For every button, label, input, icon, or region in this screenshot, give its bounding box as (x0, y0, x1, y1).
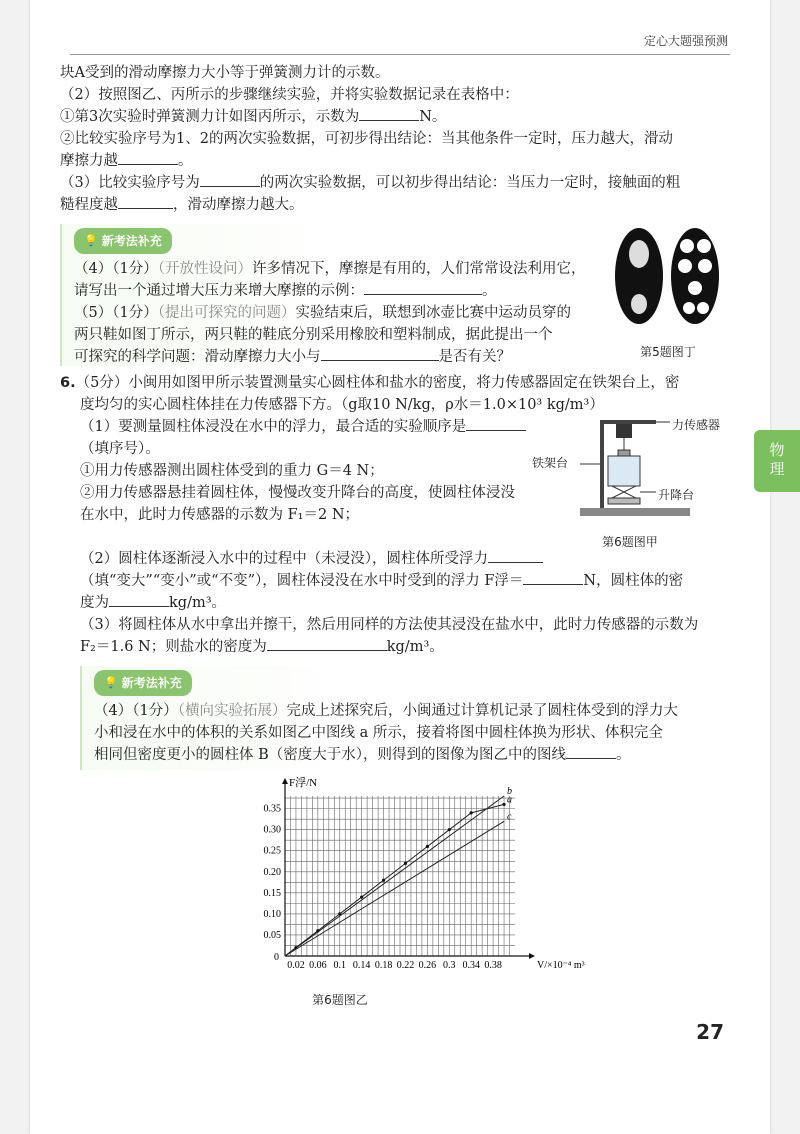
q6-part4-cont2: 相同但密度更小的圆柱体 B（密度大于水），则得到的图像为图乙中的图线 。 (94, 744, 727, 766)
origin-label: 0 (274, 952, 279, 963)
q5-part3-cont: 糙程度越 ，滑动摩擦力越大。 (60, 194, 735, 216)
new-method-badge: 💡 新考法补充 (74, 228, 172, 254)
graph-svg (225, 776, 585, 982)
q5-part5-cont: 两只鞋如图丁所示，两只鞋的鞋底分别采用橡胶和塑料制成，据此提出一个 (74, 327, 553, 343)
answer-blank[interactable] (118, 150, 178, 165)
x-tick-label: 0.02 (287, 960, 305, 971)
subject-tab[interactable]: 物理 (754, 430, 800, 492)
bulb-icon: 💡 (84, 234, 98, 247)
apparatus-figure (532, 412, 735, 553)
data-point (338, 912, 341, 915)
x-tick-label: 0.26 (418, 960, 437, 971)
q6-stem: 6.（5分）小闽用如图甲所示装置测量实心圆柱体和盐水的密度，将力传感器固定在铁架台上，密 (60, 375, 680, 391)
series-label: c (507, 811, 512, 823)
x-axis-arrow (529, 953, 535, 959)
x-tick-label: 0.18 (374, 960, 393, 971)
fig-caption: 第5题图丁 (640, 345, 696, 359)
q6-step1: ①用力传感器测出圆柱体受到的重力 G＝4 N； (80, 463, 384, 479)
y-axis-arrow (282, 778, 288, 784)
x-axis-label: V/×10⁻⁴ m³ (537, 960, 585, 971)
y-tick-label: 0.05 (263, 929, 281, 941)
data-point (360, 895, 363, 898)
buoyancy-graph (225, 776, 585, 1011)
content (60, 62, 735, 1011)
y-tick-label: 0.35 (263, 803, 281, 815)
y-tick-label: 0.10 (263, 908, 281, 920)
q5-part5: （5）（1分）（提出可探究的问题）实验结束后，联想到冰壶比赛中运动员穿的 (74, 305, 571, 321)
answer-blank[interactable] (566, 744, 616, 759)
data-point (470, 811, 473, 814)
q6-part2-cont: （填“变大”“变小”或“不变”），圆柱体浸没在水中时受到的浮力 F浮＝ N，圆柱体的密 (80, 570, 735, 592)
new-method-box-q5 (60, 224, 735, 366)
q5-line-1: 块A受到的滑动摩擦力大小等于弹簧测力计的示数。 (60, 65, 390, 81)
data-point (502, 803, 505, 806)
new-method-box-q6 (80, 666, 735, 770)
shoe-soles-figure (609, 224, 727, 363)
data-point (382, 879, 385, 882)
label-sensor: 力传感器 (672, 418, 721, 432)
q6-part1: （1）要测量圆柱体浸没在水中的浮力，最合适的实验顺序是 (80, 416, 735, 438)
answer-blank[interactable] (321, 346, 439, 361)
q6-part3-cont: F₂＝1.6 N；则盐水的密度为 kg/m³。 (80, 636, 735, 658)
answer-blank[interactable] (267, 636, 387, 651)
x-tick-label: 0.34 (462, 960, 480, 971)
series-label: a (507, 794, 513, 806)
q6-part1-block (60, 416, 735, 548)
q5-part4-cont: 请写出一个通过增大压力来增大摩擦的示例： 。 (74, 280, 727, 302)
x-tick-label: 0.1 (333, 960, 347, 971)
answer-blank[interactable] (109, 592, 169, 607)
fig-caption: 第6题图乙 (312, 993, 368, 1007)
q6-part2-cont2: 度为 kg/m³。 (80, 592, 735, 614)
x-tick-label: 0.22 (396, 960, 415, 971)
data-point (404, 862, 407, 865)
q6-part3: （3）将圆柱体从水中拿出并擦干，然后用同样的方法使其浸没在盐水中，此时力传感器的示数为 (80, 617, 699, 633)
shoe-soles-illustration (609, 224, 727, 334)
q6-part2-block (60, 548, 735, 658)
q5-part5-cont2: 可探究的科学问题：滑动摩擦力大小与 是否有关？ (74, 346, 727, 368)
q6-step2: ②用力传感器悬挂着圆柱体，慢慢改变升降台的高度，使圆柱体浸没 (80, 485, 515, 501)
header-rule (70, 54, 730, 55)
q5-part2-item2-cont: 摩擦力越 。 (60, 150, 735, 172)
document-page (30, 0, 786, 1134)
q6-stem-cont: 度均匀的实心圆柱体挂在力传感器下方。（g取10 N/kg，ρ水＝1.0×10³ kg/m³） (80, 397, 604, 413)
q5-part2-intro: （2）按照图乙、丙所示的步骤继续实验，并将实验数据记录在表格中： (60, 87, 519, 103)
q6-part4: （4）（1分）（横向实验拓展）完成上述探究后，小闽通过计算机记录了圆柱体受到的浮力大 (94, 703, 678, 719)
q6-step2-cont: 在水中，此时力传感器的示数为 F₁＝2 N； (80, 507, 360, 523)
y-axis-label: F浮/N (289, 777, 318, 789)
x-tick-label: 0.06 (309, 960, 327, 971)
answer-blank[interactable] (364, 280, 482, 295)
x-tick-label: 0.38 (484, 960, 502, 971)
series-label: b (507, 786, 513, 797)
q6-part1-cont: （填序号）。 (80, 441, 160, 457)
x-tick-label: 0.14 (352, 960, 371, 971)
data-point (316, 929, 319, 932)
x-tick-label: 0.3 (443, 960, 456, 971)
new-method-badge: 💡 新考法补充 (94, 670, 192, 696)
q6-part2: （2）圆柱体逐渐浸入水中的过程中（未浸没），圆柱体所受浮力 (80, 548, 735, 570)
answer-blank[interactable] (200, 172, 260, 187)
question-6 (60, 372, 735, 1011)
page-number: 27 (696, 1020, 724, 1044)
data-point (426, 845, 429, 848)
bulb-icon: 💡 (104, 676, 118, 689)
y-tick-label: 0.20 (263, 866, 281, 878)
answer-blank[interactable] (118, 194, 173, 209)
answer-blank[interactable] (359, 106, 419, 121)
answer-blank[interactable] (488, 548, 543, 563)
q5-part2-item2: ②比较实验序号为1、2的两次实验数据，可初步得出结论：当其他条件一定时，压力越大，滑动 (60, 131, 673, 147)
y-tick-label: 0.15 (263, 887, 281, 899)
q5-part4: （4）（1分）（开放性设问）许多情况下，摩擦是有用的，人们常常设法利用它， (74, 261, 586, 277)
y-tick-label: 0.25 (263, 845, 281, 857)
fig-caption: 第6题图甲 (602, 535, 658, 549)
answer-blank[interactable] (523, 570, 583, 585)
q5-part2-item1: ①第3次实验时弹簧测力计如图丙所示，示数为 N。 (60, 106, 735, 128)
q6-part4-cont: 小和浸在水中的体积的关系如图乙中图线 a 所示，接着将图中圆柱体换为形状、体积完全 (94, 725, 663, 741)
answer-blank[interactable] (466, 416, 526, 431)
y-tick-label: 0.30 (263, 824, 281, 836)
q5-part3: （3）比较实验序号为 的两次实验数据，可以初步得出结论：当压力一定时，接触面的粗 (60, 172, 735, 194)
data-point (448, 828, 451, 831)
label-stand: 铁架台 (532, 456, 569, 470)
label-lift: 升降台 (658, 488, 695, 502)
running-header: 定心大题强预测 (643, 34, 728, 48)
